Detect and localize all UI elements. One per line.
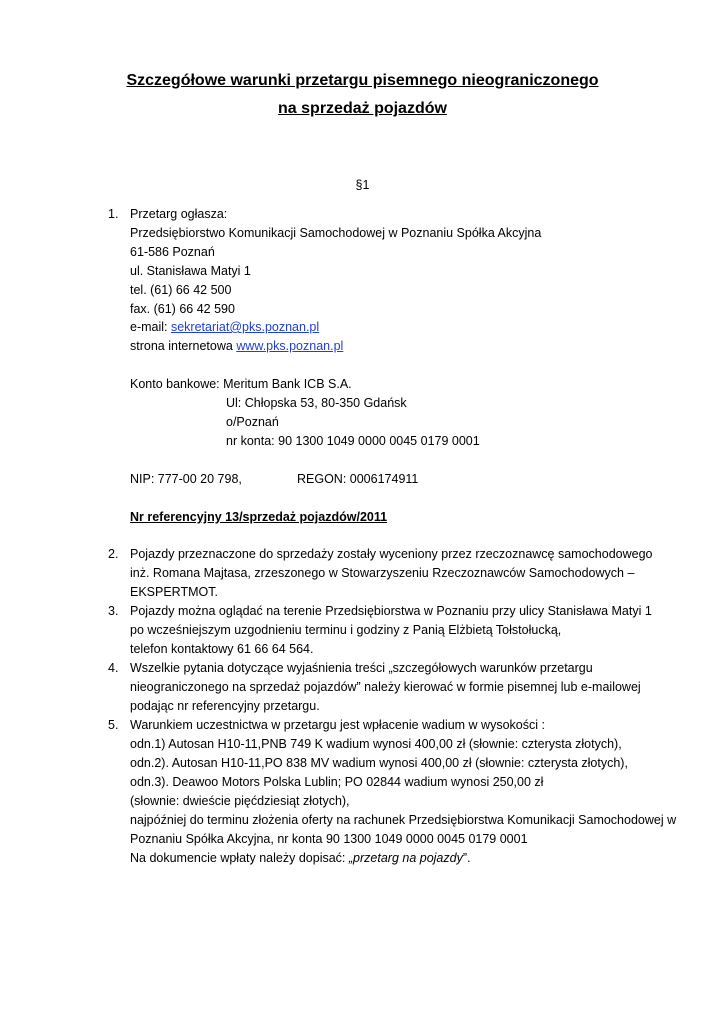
item-1-label: Przetarg ogłasza:	[130, 207, 228, 221]
document-title-line2: na sprzedaż pojazdów	[278, 100, 447, 117]
item-4-line-2: nieograniczonego na sprzedaż pojazdów” należy kierować w formie pisemnej lub e-mailowej	[130, 680, 641, 694]
email-label: e-mail:	[130, 320, 171, 334]
item-2-line-2: inż. Romana Majtasa, zrzeszonego w Stowarzyszeniu Rzeczoznawców Samochodowych –	[130, 566, 635, 580]
bank-branch: o/Poznań	[226, 415, 279, 429]
item-3-line-2: po wcześniejszym uzgodnieniu terminu i godziny z Panią Elżbietą Tołstołucką,	[130, 623, 562, 637]
bank-label: Konto bankowe: Meritum Bank ICB S.A.	[130, 377, 352, 391]
item-5-line-4: odn.3). Deawoo Motors Polska Lublin; PO 02844 wadium wynosi 250,00 zł	[130, 775, 544, 789]
item-2-line-1: Pojazdy przeznaczone do sprzedaży zostały wyceniony przez rzeczoznawcę samochodowego	[130, 547, 653, 561]
item-3-number: 3.	[108, 604, 119, 618]
item-5-line-6: najpóźniej do terminu złożenia oferty na rachunek Przedsiębiorstwa Komunikacji Samochodowej w	[130, 813, 677, 827]
www-label: strona internetowa	[130, 339, 237, 353]
bank-account: nr konta: 90 1300 1049 0000 0045 0179 0001	[226, 434, 480, 448]
organizer-name: Przedsiębiorstwo Komunikacji Samochodowej w Poznaniu Spółka Akcyjna	[130, 226, 542, 240]
nip-number: NIP: 777-00 20 798,	[130, 472, 242, 486]
item-2-line-3: EKSPERTMOT.	[130, 585, 218, 599]
item-5-line-8	[130, 851, 470, 866]
email-link[interactable]: sekretariat@pks.poznan.pl	[170, 320, 320, 334]
item-5-line-2: odn.1) Autosan H10-11,PNB 749 K wadium wynosi 400,00 zł (słownie: czterysta złotych),	[130, 737, 622, 751]
item-5-line-1: Warunkiem uczestnictwa w przetargu jest wpłacenie wadium w wysokości :	[130, 718, 545, 732]
payment-note-italic: „przetarg na pojazdy	[348, 851, 463, 865]
item-3-line-3: telefon kontaktowy 61 66 64 564.	[130, 642, 314, 656]
section-sign: §1	[355, 178, 370, 192]
www-link[interactable]: www.pks.poznan.pl	[236, 339, 344, 353]
payment-note-suffix: ”.	[462, 851, 471, 865]
item-5-number: 5.	[108, 718, 119, 732]
item-4-line-3: podając nr referencyjny przetargu.	[130, 699, 320, 713]
item-5-line-7: Poznaniu Spółka Akcyjna, nr konta 90 1300 1049 0000 0045 0179 0001	[130, 832, 528, 846]
organizer-www-line	[130, 339, 343, 354]
document-title-line1: Szczegółowe warunki przetargu pisemnego nieograniczonego	[126, 72, 599, 89]
payment-note-prefix: Na dokumencie wpłaty należy dopisać:	[130, 851, 349, 865]
organizer-email-line	[130, 320, 319, 335]
organizer-fax: fax. (61) 66 42 590	[130, 302, 235, 316]
item-3-line-1: Pojazdy można oglądać na terenie Przedsiębiorstwa w Poznaniu przy ulicy Stanisława Matyi 1	[130, 604, 652, 618]
item-5-line-3: odn.2). Autosan H10-11,PO 838 MV wadium wynosi 400,00 zł (słownie: czterysta złotych),	[130, 756, 628, 770]
organizer-tel: tel. (61) 66 42 500	[130, 283, 232, 297]
item-2-number: 2.	[108, 547, 119, 561]
item-4-number: 4.	[108, 661, 119, 675]
organizer-postal: 61-586 Poznań	[130, 245, 215, 259]
reference-number: Nr referencyjny 13/sprzedaż pojazdów/2011	[130, 510, 388, 524]
item-5-line-5: (słownie: dwieście pięćdziesiąt złotych),	[130, 794, 350, 808]
bank-address: Ul: Chłopska 53, 80-350 Gdańsk	[226, 396, 407, 410]
item-4-line-1: Wszelkie pytania dotyczące wyjaśnienia treści „szczegółowych warunków przetargu	[130, 661, 593, 675]
item-1-number: 1.	[108, 207, 119, 221]
organizer-street: ul. Stanisława Matyi 1	[130, 264, 251, 278]
regon-number: REGON: 0006174911	[297, 472, 419, 486]
